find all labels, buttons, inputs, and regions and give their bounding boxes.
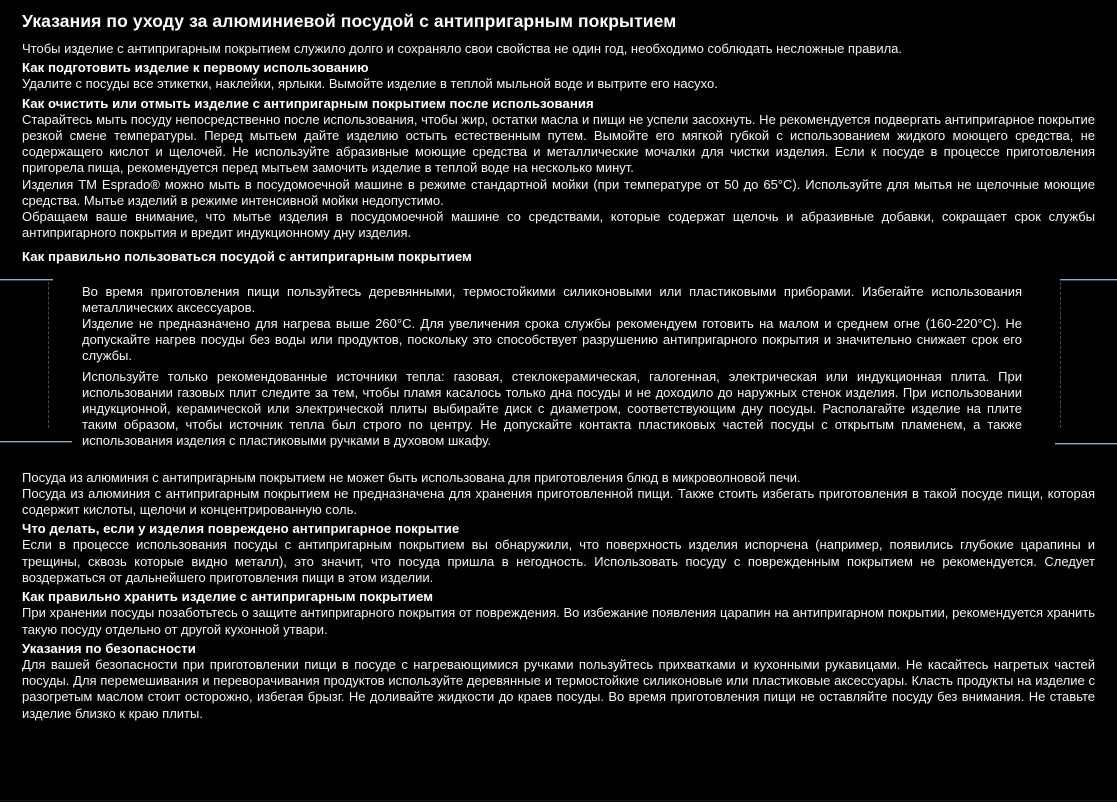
table-border-left-dashed bbox=[48, 282, 49, 428]
safety-paragraph: Для вашей безопасности при приготовлении пищи в посуде с нагревающимися ручками пользуйтесь прихватками и кухонными рукавицами. Не касайтесь нагретых частей посуды. Для перемешивания и переворачивания продуктов используйте деревянные и термостойкие силиконовые или пластиковые аксессуары. Класть продукты на изделие с разогретым маслом стоит осторожно, избегая брызг. Не доливайте жидкости до краев посуды. Во время приготовления пищи не оставляйте посуду без внимания. Не ставьте изделие близко к краю плиты. bbox=[22, 656, 1095, 721]
usage-callout-paragraph-1: Во время приготовления пищи пользуйтесь деревянными, термостойкими силиконовыми или пластиковыми приборами. Избегайте использования металлических аксессуаров. bbox=[82, 283, 1022, 315]
cleaning-paragraph-1: Старайтесь мыть посуду непосредственно после использования, чтобы жир, остатки масла и пищи не успели засохнуть. Не рекомендуется подвергать антипригарное покрытие резкой смене температуры. Перед мытьем дайте изделию остыть естественным путем. Вымойте его мягкой губкой с использованием жидкого моющего средства, не содержащего кислот и щелочей. Не используйте абразивные моющие средства и металлические мочалки для чистки изделия. Если к посуде в процессе приготовления пригорела пища, рекомендуется перед мытьем замочить изделие в теплой воде на несколько минут. bbox=[22, 111, 1095, 176]
table-border-right-dashed bbox=[1060, 282, 1061, 428]
table-border-top-left bbox=[0, 279, 53, 281]
table-border-bottom-right bbox=[1055, 443, 1117, 445]
intro-paragraph: Чтобы изделие с антипригарным покрытием служило долго и сохраняло свои свойства не один год, необходимо соблюдать несложные правила. bbox=[22, 41, 903, 56]
usage-paragraph-1: Посуда из алюминия с антипригарным покрытием не может быть использована для приготовления блюд в микроволновой печи. bbox=[22, 469, 801, 485]
section-heading-first-use: Как подготовить изделие к первому использованию bbox=[22, 60, 369, 76]
section-heading-usage: Как правильно пользоваться посудой с антипригарным покрытием bbox=[22, 249, 472, 265]
table-border-bottom-left bbox=[0, 441, 72, 443]
usage-callout-paragraph-2: Изделие не предназначено для нагрева выше 260°С. Для увеличения срока службы рекомендуем готовить на малом и среднем огне (160-220°С). Не допускайте нагрев посуды без воды или продуктов, поскольку это способствует разрушению антипригарного покрытия и значительно снижает срок его службы. bbox=[82, 316, 1022, 364]
damaged-coating-paragraph: Если в процессе использования посуды с антипригарным покрытием вы обнаружили, что поверхность изделия испорчена (например, появились глубокие царапины и трещины, сквозь которые видно металл), это значит, что посуда пришла в негодность. Использовать посуду с поврежденным покрытием не рекомендуется. Следует воздержаться от дальнейшего приготовления пищи в этом изделии. bbox=[22, 537, 1095, 585]
cleaning-paragraph-3: Обращаем ваше внимание, что мытье изделия в посудомоечной машине со средствами, которые содержат щелочь и абразивные добавки, сокращает срок службы антипригарного покрытия и вредит индукционному дну изделия. bbox=[22, 209, 1095, 241]
section-heading-storage: Как правильно хранить изделие с антипригарным покрытием bbox=[22, 589, 434, 605]
page-bottom-edge-line bbox=[0, 800, 1117, 801]
usage-table-cell bbox=[82, 280, 1022, 450]
usage-paragraph-2: Посуда из алюминия с антипригарным покрытием не предназначена для хранения приготовленной пищи. Также стоить избегать приготовления в такой посуде пищи, которая содержит кислоты, щелочи и концентрированную соль. bbox=[22, 485, 1095, 518]
storage-paragraph: При хранении посуды позаботьтесь о защите антипригарного покрытия от повреждения. Во избежание появления царапин на антипригарном покрытии, рекомендуется хранить такую посуду отдельно от другой кухонной утвари. bbox=[22, 605, 1095, 637]
section-heading-cleaning: Как очистить или отмыть изделие с антипригарным покрытием после использования bbox=[22, 95, 594, 111]
cleaning-paragraph-2: Изделия TM Esprado® можно мыть в посудомоечной машине в режиме стандартной мойки (при температуре от 50 до 65°С). Используйте для мытья не щелочные моющие средства. Мытье изделий в режиме интенсивной мойки недопустимо. bbox=[22, 176, 1095, 208]
document-title: Указания по уходу за алюминиевой посудой с антипригарным покрытием bbox=[22, 11, 677, 31]
first-use-paragraph: Удалите с посуды все этикетки, наклейки, ярлыки. Вымойте изделие в теплой мыльной воде и вытрите его насухо. bbox=[22, 76, 718, 92]
section-heading-damaged-coating: Что делать, если у изделия повреждено антипригарное покрытие bbox=[22, 521, 460, 537]
usage-callout-paragraph-3: Используйте только рекомендованные источники тепла: газовая, стеклокерамическая, галогенная, электрическая или индукционная плита. При использовании газовых плит следите за тем, чтобы пламя касалось только дна посуды и не доходило до наружных стенок изделия. При использовании индукционной, керамической или электрической плиты выбирайте диск с диаметром, соответствующим дну посуды. Располагайте изделие на плите таким образом, чтобы источник тепла был строго по центру. Не допускайте контакта пластиковых частей посуды с открытым пламенем, а также использования изделия с пластиковыми ручками в духовом шкафу. bbox=[82, 368, 1022, 449]
table-border-top-right bbox=[1060, 279, 1117, 281]
section-heading-safety: Указания по безопасности bbox=[22, 640, 196, 656]
